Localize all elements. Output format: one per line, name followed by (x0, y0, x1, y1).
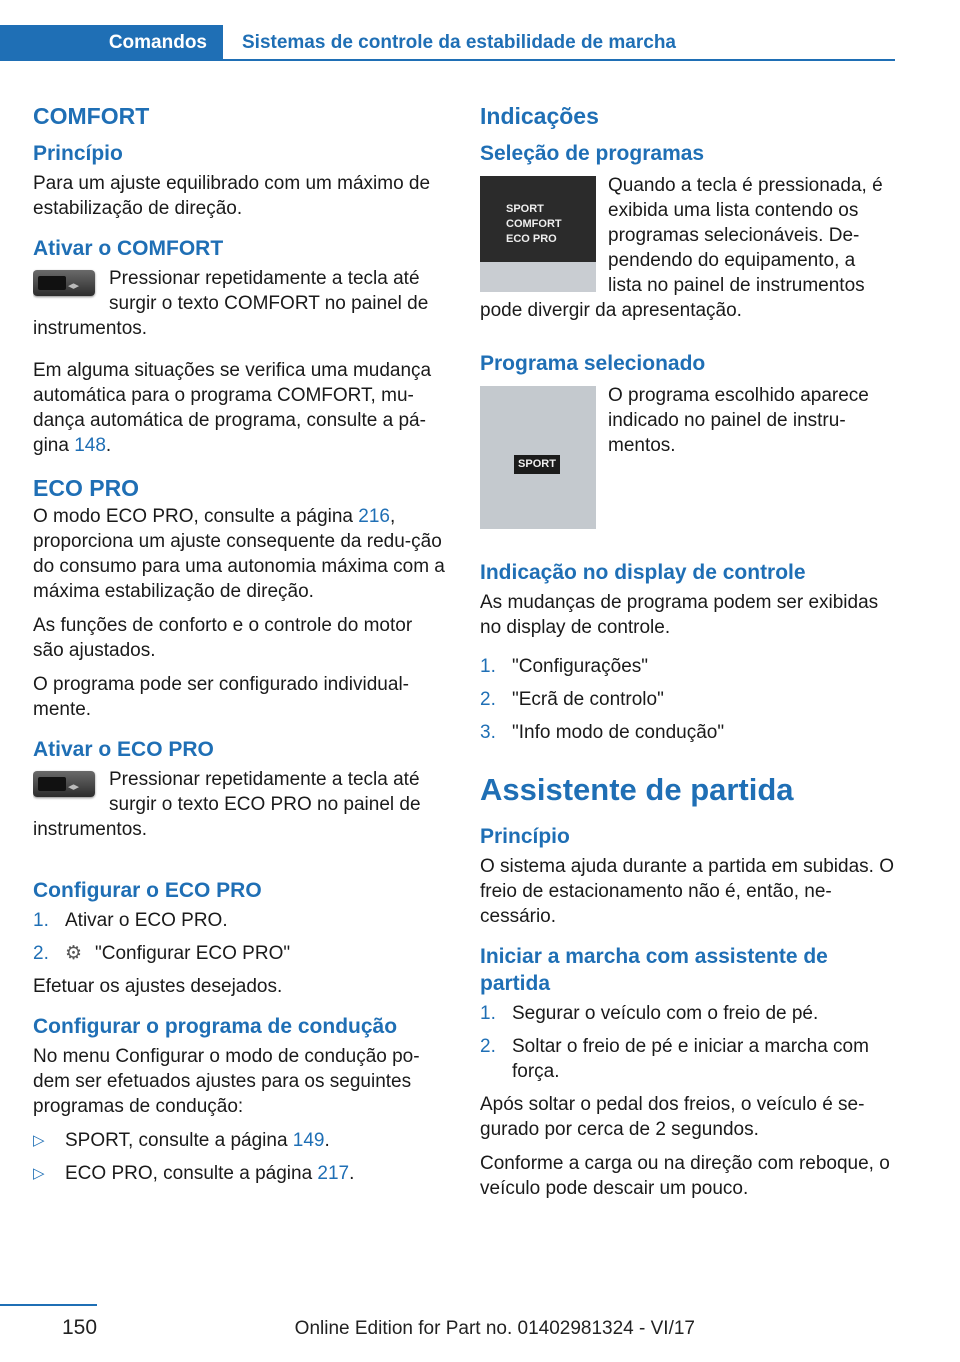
heading-configurar-programa: Configurar o programa de condução (33, 1015, 398, 1038)
ativar-eco-block (33, 767, 447, 851)
list-item (480, 720, 894, 745)
heading-iniciar-marcha: Iniciar a marcha com assistente de partida (480, 945, 828, 995)
step-number: 1. (480, 656, 496, 677)
heading-principio: Princípio (33, 142, 123, 165)
principio-2-text: O sistema ajuda durante a partida em subidas. O freio de estacionamento não é, então, ne-cessário. (480, 856, 895, 927)
heading-indicacao-display: Indicação no display de controle (480, 561, 806, 584)
step-text: "Ecrã de controlo" (512, 689, 664, 710)
heading-assistente-partida: Assistente de partida (480, 772, 794, 807)
heading-ativar-comfort: Ativar o COMFORT (33, 237, 224, 260)
step-text: Soltar o freio de pé e iniciar a marcha com força. (512, 1036, 869, 1082)
link-page-217[interactable]: 217 (317, 1163, 350, 1184)
list-item (480, 654, 894, 679)
conforme-text: Conforme a carga ou na direção com reboque, o veículo pode descair um pouco. (480, 1153, 890, 1199)
driving-mode-button-icon (33, 270, 95, 296)
selecao-text: Quando a tecla é pressionada, é exibida uma lista contendo os programas selecionáveis. De-pendendo do equipamento, a lista no painel de instrumentos pode divergir da apresentação. (480, 175, 883, 321)
bullet-text: SPORT, consulte a página 149. (65, 1130, 330, 1151)
list-item (480, 1034, 894, 1084)
selected-program-panel-image (480, 386, 596, 529)
step-number: 1. (480, 1003, 496, 1024)
list-item (480, 1001, 894, 1026)
step-text: "Configurar ECO PRO" (95, 943, 291, 964)
list-item (480, 687, 894, 712)
heading-indicacoes: Indicações (480, 103, 599, 129)
list-item (33, 1161, 447, 1186)
program-list-panel-image (480, 176, 596, 292)
link-page-216[interactable]: 216 (358, 506, 390, 527)
settings-gear-icon: ⚙ (65, 943, 83, 964)
configurar-eco-list (33, 908, 447, 966)
footer-edition: Online Edition for Part no. 01402981324 - VI/17 (294, 1318, 695, 1339)
step-text: Segurar o veículo com o freio de pé. (512, 1003, 819, 1024)
ativar-eco-text: Pressionar repetidamente a tecla até surgir o texto ECO PRO no painel de instrumentos. (33, 769, 421, 840)
heading-ativar-eco-pro: Ativar o ECO PRO (33, 738, 214, 761)
step-text: Ativar o ECO PRO. (65, 910, 228, 931)
programa-text: O programa pode ser configurado individual-mente. (33, 674, 409, 720)
header-section-tab: Comandos (0, 25, 223, 61)
eco-pro-text-a: O modo ECO PRO, consulte a página (33, 506, 353, 527)
display-steps-list (480, 654, 894, 745)
bullet-triangle-icon: ▷ (33, 1132, 45, 1149)
selecionado-text: O programa escolhido aparece indicado no painel de instru-mentos. (608, 385, 869, 456)
funcoes-text: As funções de conforto e o controle do motor são ajustados. (33, 615, 413, 661)
left-column (33, 98, 447, 1194)
step-text: "Info modo de condução" (512, 722, 725, 743)
page-number-rule (0, 1304, 97, 1306)
display-text: As mudanças de programa podem ser exibidas no display de controle. (480, 592, 879, 638)
configurar-programa-text: No menu Configurar o modo de condução po-dem ser efetuados ajustes para os seguintes programas de condução: (33, 1046, 420, 1117)
ativar-comfort-text: Pressionar repetidamente a tecla até surgir o texto COMFORT no painel de instrumentos. (33, 268, 429, 339)
list-item (33, 941, 447, 966)
iniciar-steps-list (480, 1001, 894, 1084)
step-text: "Configurações" (512, 656, 649, 677)
page-number: 150 (62, 1316, 98, 1339)
programs-bullet-list (33, 1128, 447, 1186)
driving-mode-button-icon (33, 771, 95, 797)
panel-program-list: SPORT COMFORT ECO PRO (506, 203, 562, 245)
heading-selecao-programas: Seleção de programas (480, 142, 705, 165)
heading-eco-pro: ECO PRO (33, 475, 140, 501)
step-number: 2. (480, 1036, 496, 1057)
heading-configurar-eco-pro: Configurar o ECO PRO (33, 879, 262, 902)
eco-pro-paragraph (33, 504, 447, 604)
situacoes-text: Em alguma situações se verifica uma mudança automática para o programa COMFORT, mu-dança automática de programa, consulte a pá-gina (33, 360, 432, 456)
step-number: 3. (480, 722, 496, 743)
bullet-text: ECO PRO, consulte a página 217. (65, 1163, 355, 1184)
ativar-comfort-block (33, 266, 447, 350)
link-page-148[interactable]: 148 (74, 435, 106, 456)
right-column (480, 98, 894, 1210)
situacoes-paragraph: Em alguma situações se verifica uma mudança automática para o programa COMFORT, mu-dança automática de programa, consulte a pá-gina 148. (33, 360, 432, 456)
header-title: Sistemas de controle da estabilidade de marcha (242, 32, 676, 53)
step-number: 2. (33, 943, 49, 964)
step-number: 2. (480, 689, 496, 710)
heading-comfort: COMFORT (33, 103, 150, 129)
heading-programa-selecionado: Programa selecionado (480, 352, 706, 375)
header-rule (223, 59, 895, 61)
principio-text: Para um ajuste equilibrado com um máximo de estabilização de direção. (33, 173, 431, 219)
list-item (33, 908, 447, 933)
bullet-triangle-icon: ▷ (33, 1165, 45, 1182)
step-number: 1. (33, 910, 49, 931)
link-page-149[interactable]: 149 (292, 1130, 325, 1151)
eco-pro-text-b: , proporciona um ajuste consequente da redu-ção do consumo para uma autonomia máxima com a máxima estabilização de direção. (33, 506, 445, 602)
selecao-block (480, 173, 894, 332)
heading-principio-2: Princípio (480, 825, 570, 848)
panel-sport-label: SPORT (514, 455, 560, 474)
efetuar-text: Efetuar os ajustes desejados. (33, 976, 283, 997)
list-item (33, 1128, 447, 1153)
selecionado-block (480, 383, 894, 535)
apos-text: Após soltar o pedal dos freios, o veículo é se-gurado por cerca de 2 segundos. (480, 1094, 865, 1140)
